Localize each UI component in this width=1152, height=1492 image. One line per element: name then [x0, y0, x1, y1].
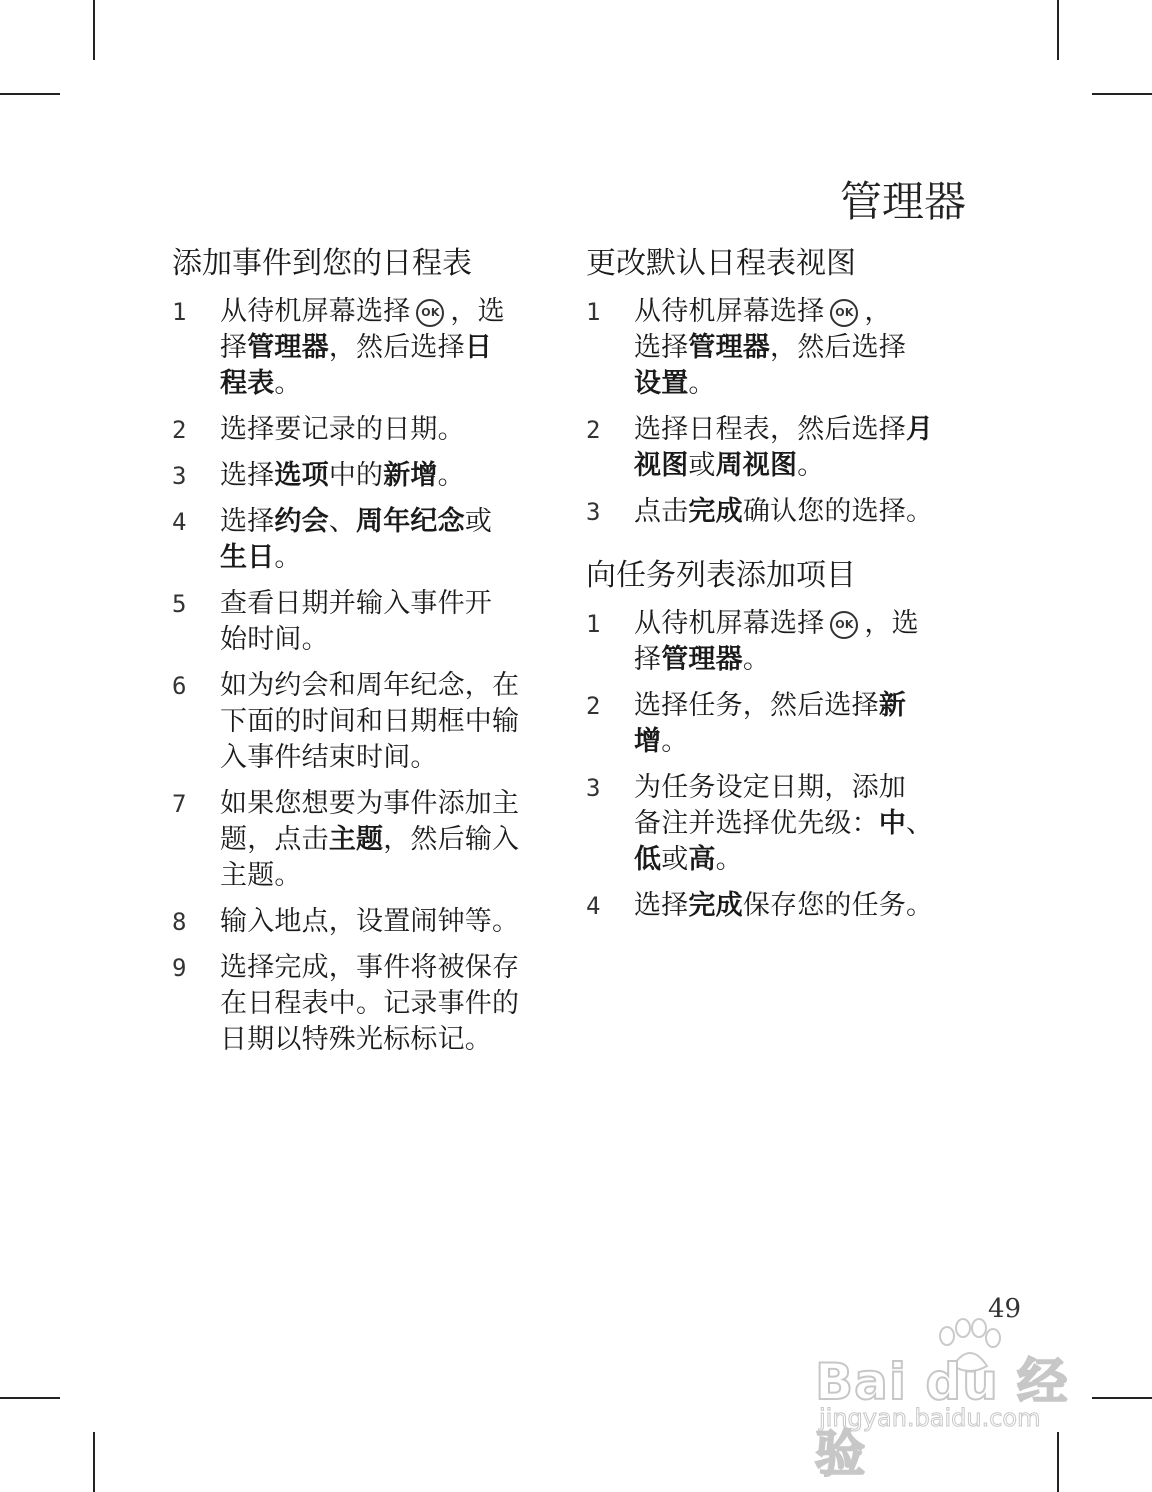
- step-number: 2: [172, 416, 187, 444]
- step-item: [586, 494, 971, 530]
- right-heading-2: 向任务列表添加项目: [586, 558, 856, 593]
- step-number: 6: [172, 672, 187, 700]
- step-number: 4: [586, 892, 601, 920]
- step-number: 2: [586, 692, 601, 720]
- step-text: 选择选项中的新增。: [220, 460, 465, 491]
- step-number: 8: [172, 908, 187, 936]
- step-text: 从待机屏幕选择 OK ，选 择管理器，然后选择日 程表。: [220, 296, 505, 399]
- baidu-watermark: [815, 1318, 1085, 1483]
- step-text: 选择日程表，然后选择月 视图或周视图。: [634, 414, 934, 481]
- step-item: [172, 950, 557, 1058]
- step-item: [586, 688, 971, 760]
- step-text: 如为约会和周年纪念，在 下面的时间和日期框中输 入事件结束时间。: [220, 670, 520, 773]
- right-steps-2: [586, 606, 971, 924]
- step-item: [172, 294, 557, 402]
- step-item: [586, 770, 971, 878]
- watermark-url: jingyan.baidu.com: [819, 1404, 1041, 1432]
- step-number: 2: [586, 416, 601, 444]
- crop-mark: [93, 1432, 95, 1492]
- crop-mark: [0, 1397, 60, 1399]
- section-title: 管理器: [839, 177, 966, 226]
- step-item: [172, 668, 557, 776]
- crop-mark: [1092, 1397, 1152, 1399]
- crop-mark: [0, 93, 60, 95]
- left-steps: [172, 294, 557, 1058]
- step-number: 1: [586, 610, 601, 638]
- page-number: 49: [988, 1294, 1022, 1324]
- watermark-brand: Bai du 经验: [815, 1353, 1069, 1483]
- step-number: 1: [172, 298, 187, 326]
- step-item: [586, 294, 971, 402]
- crop-mark: [1092, 93, 1152, 95]
- step-text: 查看日期并输入事件开 始时间。: [220, 588, 492, 655]
- step-number: 4: [172, 508, 187, 536]
- step-text: 选择任务，然后选择新 增。: [634, 690, 907, 757]
- step-text: 选择完成保存您的任务。: [634, 890, 934, 921]
- right-steps-1: [586, 294, 971, 530]
- step-number: 1: [586, 298, 601, 326]
- ok-key-icon: OK: [830, 299, 858, 327]
- ok-key-icon: OK: [416, 299, 444, 327]
- step-number: 3: [172, 462, 187, 490]
- left-heading: 添加事件到您的日程表: [172, 246, 472, 281]
- step-text: 为任务设定日期，添加 备注并选择优先级：中、 低或高。: [634, 772, 934, 875]
- right-heading-1: 更改默认日程表视图: [586, 246, 856, 281]
- step-text: 输入地点，设置闹钟等。: [220, 906, 520, 937]
- step-text: 选择完成，事件将被保存 在日程表中。记录事件的 日期以特殊光标标记。: [220, 952, 520, 1055]
- step-item: [586, 606, 971, 678]
- step-item: [172, 458, 557, 494]
- step-text: 选择约会、周年纪念或 生日。: [220, 506, 493, 573]
- crop-mark: [93, 0, 95, 60]
- step-item: [586, 888, 971, 924]
- step-item: [172, 586, 557, 658]
- ok-key-icon: OK: [830, 611, 858, 639]
- step-number: 5: [172, 590, 187, 618]
- step-number: 3: [586, 498, 601, 526]
- step-number: 7: [172, 790, 187, 818]
- step-item: [172, 504, 557, 576]
- step-number: 9: [172, 954, 187, 982]
- step-item: [172, 412, 557, 448]
- step-text: 从待机屏幕选择 OK ，选 择管理器。: [634, 608, 919, 675]
- left-column: [172, 244, 557, 1068]
- right-column: [586, 244, 971, 934]
- step-text: 点击完成确认您的选择。: [634, 496, 934, 527]
- step-item: [172, 904, 557, 940]
- step-text: 如果您想要为事件添加主 题，点击主题，然后输入 主题。: [220, 788, 520, 891]
- step-item: [172, 786, 557, 894]
- step-number: 3: [586, 774, 601, 802]
- crop-mark: [1057, 0, 1059, 60]
- step-text: 从待机屏幕选择 OK ， 选择管理器，然后选择 设置。: [634, 296, 907, 399]
- step-item: [586, 412, 971, 484]
- step-text: 选择要记录的日期。: [220, 414, 465, 445]
